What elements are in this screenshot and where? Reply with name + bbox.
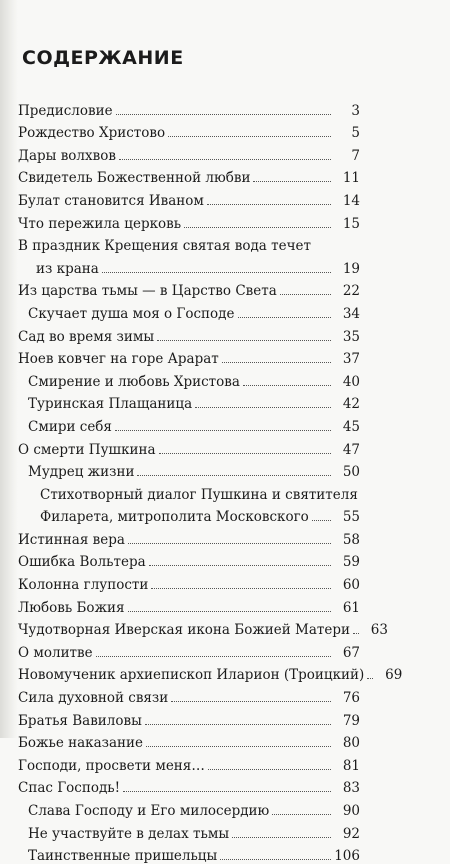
- toc-entry-page: 11: [342, 170, 360, 187]
- toc-entry-page: 22: [342, 283, 360, 300]
- toc-entry-title: Стихотворный диалог Пушкина и святителя: [40, 486, 358, 503]
- toc-entry-title: Чудотворная Иверская икона Божией Матери: [18, 622, 350, 639]
- toc-entry: [18, 390, 360, 413]
- toc-entry-page: 92: [342, 825, 360, 842]
- toc-entry-title: Сила духовной связи: [18, 690, 169, 707]
- dot-leader: [159, 453, 331, 454]
- toc-entry: [18, 322, 360, 345]
- toc-entry: [18, 729, 360, 752]
- toc-entry-page: 40: [342, 373, 360, 390]
- dot-leader: [367, 678, 373, 679]
- toc-entry-title: Туринская Плащаница: [28, 396, 193, 413]
- toc-entry-title: Булат становится Иваном: [18, 192, 204, 209]
- toc-entry-page: 67: [342, 644, 360, 661]
- dot-leader: [184, 227, 331, 228]
- dot-leader: [96, 656, 331, 657]
- toc-entry-title: Смири себя: [28, 418, 112, 435]
- toc-entry-title: Что пережила церковь: [18, 215, 182, 232]
- toc-entry: [18, 254, 360, 277]
- toc-entry: [18, 232, 360, 255]
- dot-leader: [195, 407, 331, 408]
- toc-entry-title: О молитве: [18, 644, 93, 661]
- toc-entry-title: Мудрец жизни: [28, 464, 135, 481]
- toc-entry: [18, 299, 360, 322]
- dot-leader: [243, 385, 331, 386]
- dot-leader: [207, 204, 331, 205]
- dot-leader: [280, 294, 331, 295]
- dot-leader: [119, 159, 331, 160]
- toc-heading: СОДЕРЖАНИЕ: [22, 47, 184, 69]
- dot-leader: [102, 272, 331, 273]
- book-page: [18, 0, 450, 864]
- toc-entry: [18, 480, 360, 503]
- toc-entry-page: 61: [342, 599, 360, 616]
- toc-entry-title: Ошибка Вольтера: [18, 554, 146, 571]
- toc-entry-title: Дары волхвов: [18, 147, 116, 164]
- toc-entry: [18, 842, 360, 864]
- dot-leader: [149, 565, 331, 566]
- toc-entry-page: 35: [342, 328, 360, 345]
- toc-entry-title: Ноев ковчег на горе Арарат: [18, 351, 219, 368]
- toc-entry-title: О смерти Пушкина: [18, 441, 156, 458]
- toc-entry-page: 90: [342, 803, 360, 819]
- toc-entry-title: Колонна глупости: [18, 577, 149, 594]
- dot-leader: [116, 114, 331, 115]
- toc-entry-title: Божье наказание: [18, 735, 144, 752]
- dot-leader: [168, 136, 331, 137]
- toc-entry: [18, 616, 388, 639]
- toc-entry-page: 55: [342, 509, 360, 526]
- toc-entry: [18, 277, 360, 300]
- dot-leader: [128, 611, 332, 612]
- toc-entry: [18, 367, 360, 390]
- toc-entry-page: 63: [370, 622, 388, 639]
- toc-entry: [18, 186, 360, 209]
- toc-entry: [18, 638, 360, 661]
- toc-entry: [18, 525, 360, 548]
- toc-entry-title: Филарета, митрополита Московского: [40, 509, 309, 526]
- toc-entry-page: 83: [342, 780, 360, 797]
- toc-entry: [18, 774, 360, 797]
- toc-entry-title: Предисловие: [18, 102, 113, 119]
- page-gutter-shadow: [0, 0, 18, 738]
- dot-leader: [253, 181, 331, 182]
- toc-entry-title: Спас Господь!: [18, 780, 121, 797]
- toc-entry: [18, 706, 360, 729]
- toc-entry: [18, 796, 360, 819]
- dot-leader: [137, 475, 331, 476]
- toc-entry-title: Господи, просвети меня…: [18, 757, 205, 774]
- toc-list: [18, 96, 403, 864]
- dot-leader: [353, 633, 359, 634]
- dot-leader: [115, 430, 331, 431]
- toc-entry-page: 59: [342, 554, 360, 571]
- dot-leader: [157, 340, 331, 341]
- toc-entry-page: 79: [342, 712, 360, 729]
- toc-entry-page: 5: [351, 125, 360, 142]
- toc-entry-page: 14: [342, 192, 360, 209]
- toc-entry: [18, 570, 360, 593]
- toc-entry-page: 50: [342, 464, 360, 481]
- dot-leader: [145, 724, 331, 725]
- toc-entry: [18, 458, 360, 481]
- dot-leader: [128, 543, 331, 544]
- toc-entry-title: Братья Вавиловы: [18, 712, 142, 729]
- toc-entry-title: Смирение и любовь Христова: [28, 373, 240, 390]
- dot-leader: [232, 837, 331, 838]
- toc-entry-title: Свидетель Божественной любви: [18, 170, 251, 187]
- toc-entry: [18, 435, 360, 458]
- toc-entry: [18, 683, 360, 706]
- toc-entry-page: 69: [385, 667, 403, 684]
- toc-entry-page: 106: [334, 848, 360, 864]
- toc-entry-page: 37: [342, 351, 360, 368]
- toc-entry: [18, 593, 360, 616]
- dot-leader: [272, 814, 331, 815]
- toc-entry: [18, 661, 403, 684]
- toc-entry-page: 80: [342, 735, 360, 752]
- toc-entry-page: 34: [342, 305, 360, 322]
- toc-entry-page: 42: [342, 396, 360, 413]
- toc-entry-page: 81: [342, 757, 360, 774]
- toc-entry: [18, 345, 360, 368]
- dot-leader: [312, 520, 331, 521]
- toc-entry: [18, 209, 360, 232]
- toc-entry-title: Сад во время зимы: [18, 328, 155, 345]
- toc-entry-title: Любовь Божия: [18, 599, 125, 616]
- toc-entry-page: 7: [351, 147, 360, 164]
- toc-entry: [18, 141, 360, 164]
- toc-entry-title: Новомученик архиепископ Иларион (Троицкий): [18, 667, 365, 684]
- toc-entry-page: 76: [342, 690, 360, 707]
- toc-entry-title: Рождество Христово: [18, 125, 166, 142]
- toc-entry: [18, 96, 360, 119]
- toc-entry-page: 58: [342, 531, 360, 548]
- toc-entry: [18, 164, 360, 187]
- toc-entry: [18, 819, 360, 842]
- toc-entry-title: Не участвуйте в делах тьмы: [28, 825, 230, 842]
- toc-entry-title: из крана: [36, 260, 99, 277]
- toc-entry-page: 47: [342, 441, 360, 458]
- dot-leader: [222, 362, 331, 363]
- toc-entry-title: Скучает душа моя о Господе: [28, 305, 235, 322]
- toc-entry-title: Слава Господу и Его милосердию: [28, 803, 270, 819]
- toc-entry-page: 45: [342, 418, 360, 435]
- toc-entry-title: В праздник Крещения святая вода течет: [18, 238, 311, 255]
- dot-leader: [151, 588, 331, 589]
- dot-leader: [123, 791, 331, 792]
- toc-entry-page: 3: [351, 102, 360, 119]
- toc-entry-title: Истинная вера: [18, 531, 125, 548]
- toc-entry-page: 60: [342, 577, 360, 594]
- toc-entry-page: 15: [342, 215, 360, 232]
- dot-leader: [171, 701, 331, 702]
- toc-entry-title: Из царства тьмы — в Царство Света: [18, 283, 277, 300]
- toc-entry: [18, 412, 360, 435]
- toc-entry: [18, 751, 360, 774]
- toc-entry-title: Таинственные пришельцы: [28, 848, 218, 864]
- dot-leader: [208, 769, 331, 770]
- dot-leader: [146, 746, 331, 747]
- toc-entry: [18, 503, 360, 526]
- dot-leader: [238, 317, 332, 318]
- toc-entry: [18, 548, 360, 571]
- toc-entry: [18, 119, 360, 142]
- dot-leader: [220, 859, 331, 860]
- toc-entry-page: 19: [342, 260, 360, 277]
